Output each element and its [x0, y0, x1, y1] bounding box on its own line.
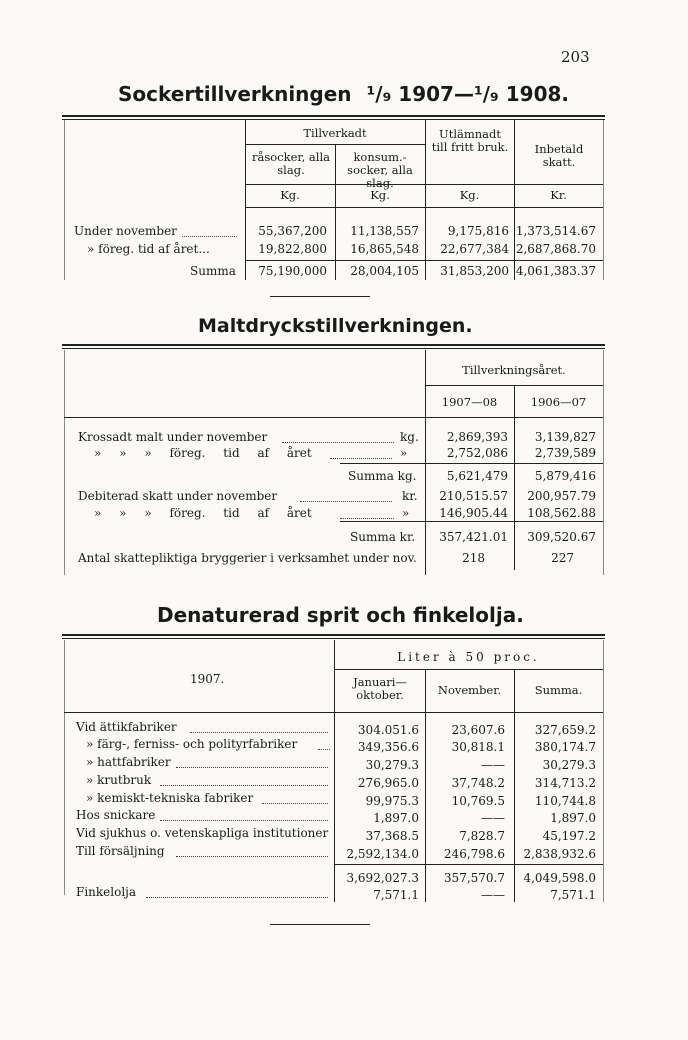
sugar-title-dates: ¹/₉ 1907—¹/₉ 1908.	[366, 82, 570, 106]
malt-cell-col1: 2,752,086	[446, 446, 508, 460]
malt-cell-col1: 218	[462, 551, 485, 565]
sprit-cell-nov: 7,828.7	[459, 829, 505, 843]
sprit-cell-jan: 1,897.0	[373, 811, 419, 825]
sugar-cell-raw: 75,190,000	[258, 264, 327, 278]
malt-row-label: Debiterad skatt under november	[78, 489, 278, 503]
sugar-cell-tax: 2,687,868.70	[515, 242, 596, 256]
sprit-cell-nov: 10,769.5	[451, 794, 505, 808]
sprit-cell-sum: 2,838,932.6	[523, 847, 596, 861]
sugar-row-summa: Summa	[190, 264, 236, 278]
sprit-row-label: Till försäljning	[76, 844, 165, 858]
sprit-row-label: » kemiskt-tekniska fabriker	[86, 791, 254, 805]
sprit-row-label: Hos snickare	[76, 808, 156, 822]
sprit-header-litre: Liter à 50 proc.	[397, 650, 540, 664]
sprit-total-sum: 4,049,598.0	[523, 871, 596, 885]
sugar-cell-raw: 55,367,200	[258, 224, 327, 238]
sprit-header-jan: Januari— oktober.	[353, 675, 407, 702]
malt-cell-col1: 210,515.57	[439, 489, 508, 503]
sugar-row-label: Under november	[74, 224, 177, 238]
sprit-cell-nov: ——	[481, 758, 505, 772]
sugar-cell-consum: 28,004,105	[350, 264, 419, 278]
sugar-cell-released: 9,175,816	[447, 224, 509, 238]
malt-cell-col1: 2,869,393	[446, 430, 508, 444]
malt-row-unit: »	[400, 446, 408, 460]
sprit-cell-nov: ——	[481, 811, 505, 825]
malt-cell-col1: 146,905.44	[439, 506, 508, 520]
sugar-cell-released: 22,677,384	[440, 242, 509, 256]
sugar-unit-kg2: Kg.	[370, 188, 390, 202]
sugar-cell-released: 31,853,200	[440, 264, 509, 278]
section-title-malt: Maltdryckstillverkningen.	[198, 315, 473, 337]
sugar-header-raw: råsocker, alla slag.	[251, 150, 330, 177]
malt-row-label: » » » föreg. tid af året	[94, 446, 312, 460]
malt-row-unit: kg.	[400, 430, 419, 444]
sugar-cell-raw: 19,822,800	[258, 242, 327, 256]
sugar-cell-tax: 1,373,514.67	[515, 224, 596, 238]
sprit-cell-sum: 314,713.2	[534, 776, 596, 790]
sugar-header-released: Utlämnadt till fritt bruk.	[431, 127, 509, 154]
sprit-cell-jan: 37,368.5	[365, 829, 419, 843]
sprit-cell-sum: 327,659.2	[534, 723, 596, 737]
sprit-cell-sum: 380,174.7	[534, 740, 596, 754]
section-title-sprit: Denaturerad sprit och finkelolja.	[157, 603, 524, 627]
sugar-cell-consum: 11,138,557	[350, 224, 419, 238]
finkel-label: Finkelolja	[76, 885, 137, 899]
malt-cell-col2: 200,957.79	[527, 489, 596, 503]
malt-row-unit: kr.	[402, 489, 418, 503]
malt-row-unit: »	[402, 506, 410, 520]
sprit-total-nov: 357,570.7	[443, 871, 505, 885]
sprit-header-sum: Summa.	[534, 683, 583, 697]
malt-header-col1: 1907—08	[441, 395, 498, 409]
sprit-cell-jan: 276,965.0	[357, 776, 419, 790]
sprit-cell-sum: 110,744.8	[534, 794, 596, 808]
malt-row-label: Krossadt malt under november	[78, 430, 268, 444]
sprit-cell-jan: 99,975.3	[365, 794, 419, 808]
section-title-sugar	[118, 82, 569, 106]
sprit-header-nov: November.	[437, 683, 502, 697]
malt-cell-col2: 3,139,827	[534, 430, 596, 444]
malt-cell-col2: 309,520.67	[527, 530, 596, 544]
sprit-row-label: » krutbruk	[86, 773, 152, 787]
sprit-total-jan: 3,692,027.3	[346, 871, 419, 885]
sprit-cell-jan: 304.051.6	[357, 723, 419, 737]
page-number: 203	[561, 48, 590, 66]
sprit-row-label: Vid ättikfabriker	[76, 720, 177, 734]
malt-row-label: Antal skattepliktiga bryggerier i verksamhet under nov.	[78, 551, 417, 565]
sprit-cell-jan: 30,279.3	[365, 758, 419, 772]
sugar-unit-kg3: Kg.	[459, 188, 480, 202]
finkel-cell-sum: 7,571.1	[550, 888, 596, 902]
sprit-header-year: 1907.	[190, 672, 225, 686]
malt-cell-col1: 5,621,479	[446, 469, 508, 483]
sprit-row-label: Vid sjukhus o. vetenskapliga institutioner	[76, 826, 329, 840]
sugar-unit-kg1: Kg.	[280, 188, 300, 202]
sprit-cell-sum: 45,197.2	[542, 829, 596, 843]
sprit-cell-jan: 2,592,134.0	[346, 847, 419, 861]
malt-row-summa: Summa kr.	[350, 530, 416, 544]
malt-cell-col1: 357,421.01	[439, 530, 508, 544]
sugar-header-tax: Inbetald skatt.	[534, 142, 584, 169]
sugar-title-text: Sockertillverkningen	[118, 82, 352, 106]
malt-row-label: » » » föreg. tid af året	[94, 506, 312, 520]
sugar-cell-tax: 4,061,383.37	[515, 264, 596, 278]
finkel-cell-jan: 7,571.1	[373, 888, 419, 902]
sprit-cell-jan: 349,356.6	[357, 740, 419, 754]
malt-cell-col2: 227	[551, 551, 574, 565]
finkel-cell-nov: ——	[481, 888, 505, 902]
sprit-cell-sum: 30,279.3	[542, 758, 596, 772]
sprit-cell-nov: 30,818.1	[451, 740, 505, 754]
sprit-cell-nov: 23,607.6	[451, 723, 505, 737]
malt-header-col2: 1906—07	[530, 395, 587, 409]
malt-header-year: Tillverkningsåret.	[462, 363, 566, 377]
sugar-header-consum: konsum.-socker, alla slag.	[347, 150, 413, 190]
sugar-row-label: » föreg. tid af året...	[87, 242, 210, 256]
sugar-header-produced: Tillverkadt	[303, 126, 367, 140]
sprit-cell-nov: 246,798.6	[443, 847, 505, 861]
sprit-row-label: » hattfabriker	[86, 755, 171, 769]
malt-cell-col2: 108,562.88	[527, 506, 596, 520]
malt-cell-col2: 5,879,416	[534, 469, 596, 483]
sprit-cell-nov: 37,748.2	[451, 776, 505, 790]
malt-cell-col2: 2,739,589	[534, 446, 596, 460]
malt-row-summa: Summa kg.	[348, 469, 417, 483]
sugar-cell-consum: 16,865,548	[350, 242, 419, 256]
sprit-row-label: » färg-, ferniss- och polityrfabriker	[86, 737, 298, 751]
sugar-unit-kr: Kr.	[550, 188, 567, 202]
sprit-cell-sum: 1,897.0	[550, 811, 596, 825]
